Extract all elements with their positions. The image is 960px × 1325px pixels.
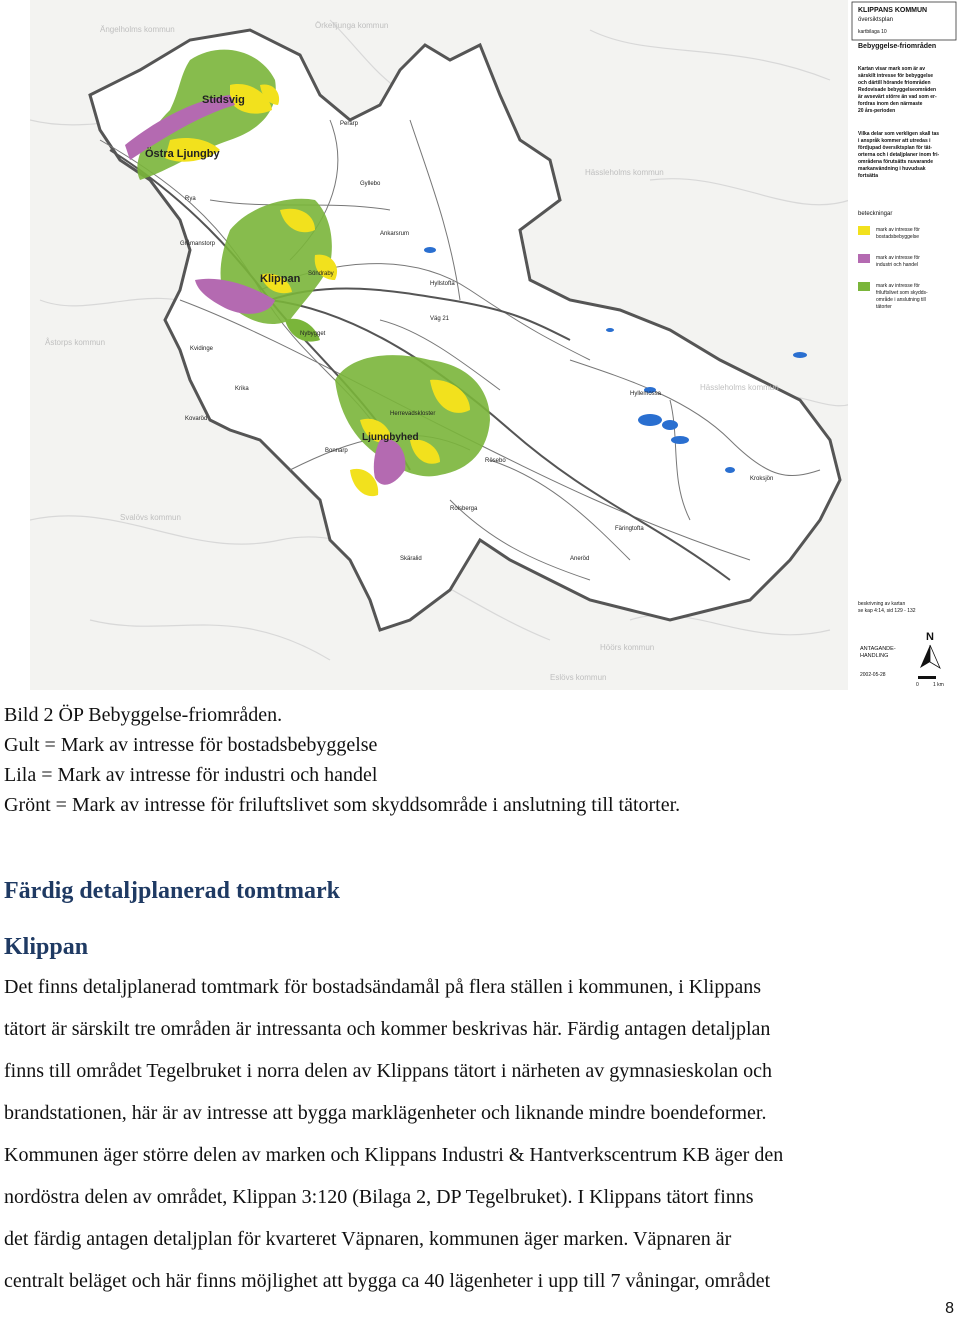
legend-note-line: orterna och i detaljplaner inom fri-: [858, 152, 940, 158]
body-line: det färdig antagen detaljplan för kvarteret Väpnaren, kommunen äger marken. Väpnaren är: [4, 1228, 732, 1250]
map-date: 2002-05-28: [860, 672, 886, 678]
place-label: Stidsvig: [202, 94, 245, 106]
legend-description-line: beskrivning av kartan: [858, 601, 906, 607]
legend-note-line: markanvändning i huvudsak: [858, 166, 926, 172]
body-line: Kommunen äger större delen av marken och Klippans Industri & Hantverkscentrum KB äger den: [4, 1144, 784, 1166]
map-caption: [4, 700, 954, 820]
legend-intro-line: och därtill hörande friområden: [858, 80, 931, 86]
neighbor-municipality-label: Örkelljunga kommun: [315, 21, 389, 30]
municipality-map: [30, 0, 960, 690]
place-label: Rya: [185, 196, 196, 202]
section-heading: Färdig detaljplanerad tomtmark: [4, 878, 340, 904]
section-subheading: Klippan: [4, 934, 89, 960]
place-label: Rösebo: [485, 458, 506, 464]
page-number: 8: [945, 1300, 954, 1317]
legend-item-label: mark av intresse för: [876, 227, 920, 233]
neighbor-municipality-label: Hässleholms kommun: [585, 168, 664, 177]
caption-line: Bild 2 ÖP Bebyggelse-friområden.: [4, 704, 283, 726]
legend-item-label: område i anslutning till: [876, 297, 926, 303]
neighbor-municipality-label: Ängelholms kommun: [100, 25, 175, 34]
place-label: Klippan: [260, 273, 301, 285]
place-label: Krika: [235, 386, 249, 392]
legend-note-line: fortsätta: [858, 173, 879, 179]
place-label: Kvidinge: [190, 346, 214, 352]
place-label: Gyllebo: [360, 181, 381, 187]
scale-end: 1 km: [933, 682, 944, 688]
neighbor-municipality-label: Åstorps kommun: [45, 338, 106, 347]
scale-start: 0: [916, 682, 919, 688]
place-label: Gråmanstorp: [180, 241, 216, 247]
place-label: Ljungbyhed: [362, 432, 419, 443]
status-line-2: HANDLING: [860, 653, 889, 659]
legend-item-label: tätorter: [876, 304, 892, 310]
legend-note-line: Vilka delar som verkligen skall tas: [858, 131, 940, 137]
legend-intro-line: Kartan visar mark som är av: [858, 66, 925, 72]
legend-item-label: friluftslivet som skydds-: [876, 290, 928, 296]
place-label: Ankarsrum: [380, 231, 410, 237]
neighbor-municipality-label: Hässleholms kommun: [700, 383, 779, 392]
map-legend: [848, 0, 960, 690]
body-line: Det finns detaljplanerad tomtmark för bostadsändamål på flera ställen i kommunen, i Klippans: [4, 976, 762, 998]
legend-note-line: i anspråk kommer att utredas i: [858, 138, 931, 144]
legend-item-label: bostadsbebyggelse: [876, 234, 920, 240]
legend-annex: kartbilaga 10: [858, 29, 887, 35]
place-label: Färingtofta: [615, 526, 644, 532]
legend-item-label: mark av intresse för: [876, 283, 920, 289]
neighbor-municipality-label: Svalövs kommun: [120, 513, 181, 522]
place-label: Perarp: [340, 121, 359, 127]
legend-map-title: Bebyggelse-friområden: [858, 43, 937, 50]
legend-note-line: områdena förutsätts nuvarande: [858, 159, 934, 165]
status-line-1: ANTAGANDE-: [860, 646, 896, 652]
legend-item-label: mark av intresse för: [876, 255, 920, 261]
body-line: brandstationen, här är av intresse att bygga marklägenheter och liknande mindre boendeformer.: [4, 1102, 767, 1124]
body-line: finns till området Tegelbruket i norra delen av Klippans tätort i närheten av gymnasieskolan och: [4, 1060, 773, 1082]
legend-item-label: industri och handel: [876, 262, 918, 268]
legend-intro-line: Redovisade bebyggelseområden: [858, 87, 937, 93]
caption-line: Grönt = Mark av intresse för friluftslivet som skyddsområde i anslutning till tätorter.: [4, 794, 681, 816]
place-label: Nybygget: [300, 331, 326, 337]
scale-bar: [918, 676, 936, 679]
legend-intro-line: 20 års-perioden: [858, 108, 896, 114]
body-line: centralt beläget och här finns möjlighet att bygga ca 40 lägenheter i upp till 7 våningar, området: [4, 1270, 771, 1292]
body-line: nordöstra delen av området, Klippan 3:120 (Bilaga 2, DP Tegelbruket). I Klippans tätort finns: [4, 1186, 754, 1208]
place-label: Herrevadskloster: [390, 411, 436, 417]
legend-description-line: se kap 4:14, sid 129 - 132: [858, 608, 916, 614]
map-graphic: [30, 0, 960, 690]
legend-subtitle: översiktsplan: [858, 17, 894, 23]
neighbor-municipality-label: Eslövs kommun: [550, 673, 607, 682]
legend-intro-line: är avsevärt större än vad som er-: [858, 94, 937, 100]
caption-line: Gult = Mark av intresse för bostadsbebyggelse: [4, 734, 378, 756]
legend-swatch: [858, 254, 870, 263]
place-label: Söndraby: [308, 271, 334, 277]
legend-swatch: [858, 282, 870, 291]
place-label: Kovaröd: [185, 416, 208, 422]
legend-note-line: fördjupad översiktsplan för tät-: [858, 145, 932, 151]
place-label: Östra Ljungby: [145, 148, 220, 160]
legend-intro-line: fordras inom den närmaste: [858, 101, 923, 107]
body-line: tätort är särskilt tre områden är intressanta och kommer beskrivas här. Färdig antagen detaljplan: [4, 1018, 771, 1040]
place-label: Kroksjön: [750, 476, 774, 482]
neighbor-municipality-label: Höörs kommun: [600, 643, 655, 652]
place-label: Skäralid: [400, 556, 422, 562]
legend-swatch: [858, 226, 870, 235]
legend-items-title: beteckningar: [858, 211, 893, 217]
place-label: Rolsberga: [450, 506, 478, 512]
legend-intro-line: särskilt intresse för bebyggelse: [858, 73, 934, 79]
caption-line: Lila = Mark av intresse för industri och handel: [4, 764, 378, 786]
place-label: Hyllemossa: [630, 391, 662, 397]
legend-title: KLIPPANS KOMMUN: [858, 7, 928, 14]
body-paragraph: [4, 966, 956, 1302]
place-label: Aneröd: [570, 556, 590, 562]
north-label: N: [926, 631, 934, 643]
place-label: Väg 21: [430, 316, 450, 322]
place-label: Bonnarp: [325, 448, 348, 454]
place-label: Hyllstofta: [430, 281, 455, 287]
